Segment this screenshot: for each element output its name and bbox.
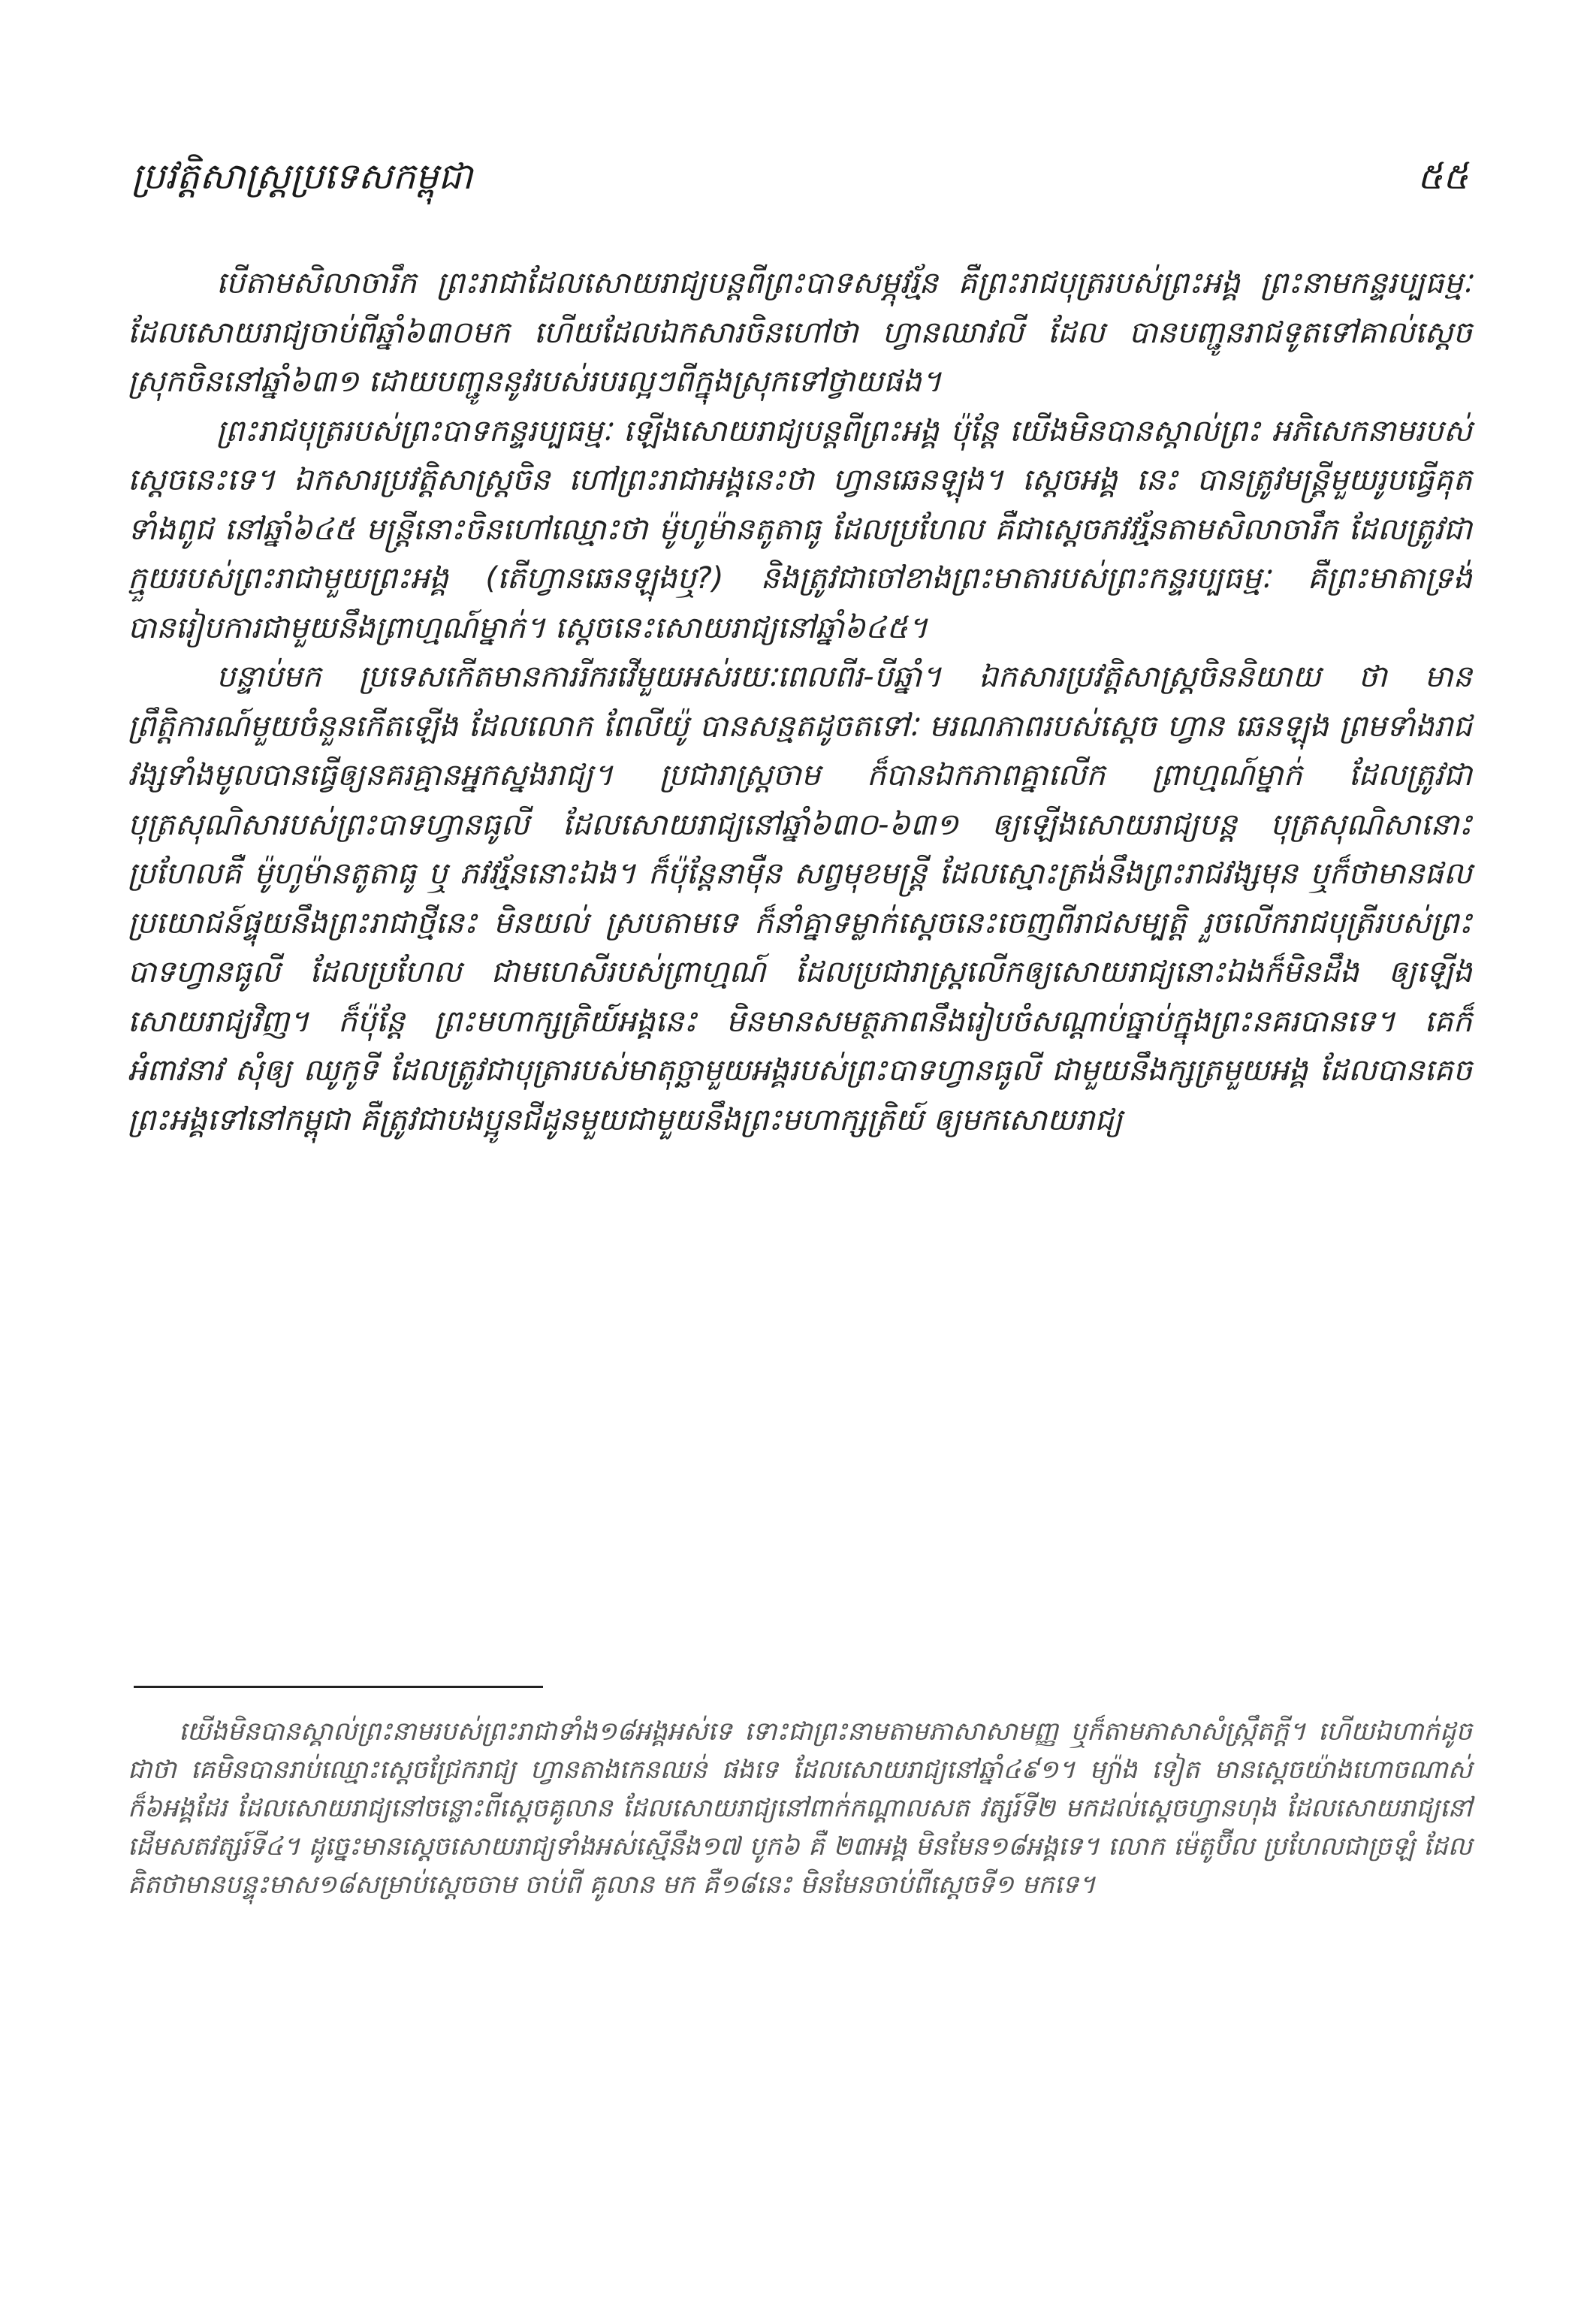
footnote-separator — [134, 1686, 543, 1688]
body-paragraph: ព្រះរាជបុត្ររបស់ព្រះបាទកន្ទរប្បធម្មៈ ឡើងសោយរាជ្យបន្តពីព្រះអង្គ ប៉ុន្តែ យើងមិនបានស្គាល់ព្រះ អភិសេកនាមរបស់ស្តេចនេះទេ។ ឯកសារប្រវត្តិសាស្ត្រចិន ហៅព្រះរាជាអង្គនេះថា ហ្វានឆេនឡុង។ ស្តេចអង្គ នេះ បានត្រូវមន្ត្រីមួយរូបធ្វើគុតទាំងពូជ នៅឆ្នាំ៦៤៥ មន្ត្រីនោះចិនហៅឈ្មោះថា ម៉ូហូម៉ានតូតាធូ ដែលប្រហែល គឺជាស្តេចភវវរ្ម័នតាមសិលាចារឹក ដែលត្រូវជាក្មួយរបស់ព្រះរាជាមួយព្រះអង្គ (តើហ្វានឆេនឡុងឬ?) និងត្រូវជាចៅខាងព្រះមាតារបស់ព្រះកន្ទរប្បធម្មៈ គឺព្រះមាតាទ្រង់បានរៀបការជាមួយនឹងព្រាហ្មណ៍ម្នាក់។ ស្តេចនេះសោយរាជ្យនៅឆ្នាំ៦៤៥។ — [128, 413, 1472, 645]
body-text — [128, 259, 1472, 1145]
footnote-paragraph: យើងមិនបានស្គាល់ព្រះនាមរបស់ព្រះរាជាទាំង១៨អង្គអស់ទេ ទោះជាព្រះនាមតាមភាសាសាមញ្ញ ឬក៏តាមភាសាសំស្ក្រឹតក្តី។ ហើយឯហាក់ដូចជាថា គេមិនបានរាប់ឈ្មោះស្តេចជ្រែករាជ្យ ហ្វានតាងកេនឈន់ ផងទេ ដែលសោយរាជ្យនៅឆ្នាំ៤៩១។ ម្យ៉ាង ទៀត មានស្តេចយ៉ាងហោចណាស់ក៏៦អង្គដែរ ដែលសោយរាជ្យនៅចន្លោះពីស្តេចគូលាន ដែលសោយរាជ្យនៅពាក់កណ្តាលសត វត្សរ៍ទី២ មកដល់ស្តេចហ្វានហុង ដែលសោយរាជ្យនៅដើមសតវត្សរ៍ទី៤។ ដូច្នេះមានស្តេចសោយរាជ្យទាំងអស់ស្មើនឹង១៧ បូក៦ គឺ ២៣អង្គ មិនមែន១៨អង្គទេ។ លោក ម៉េតូប៊ីល ប្រហែលជាច្រឡំ ដែលគិតថាមានបន្ទុះមាស១៨សម្រាប់ស្តេចចាម ចាប់ពី គូលាន មក គឺ១៨នេះ មិនមែនចាប់ពីស្តេចទី១ មកទេ។ — [128, 1717, 1472, 1900]
body-paragraph: បន្ទាប់មក ប្រទេសកើតមានការរីករវើមួយអស់រយៈពេលពីរ-បីឆ្នាំ។ ឯកសារប្រវត្តិសាស្ត្រចិននិយាយ ថា មានព្រឹត្តិការណ៍មួយចំនួនកើតឡើង ដែលលោក ពែលីយ៉ូ បានសន្មតដូចតទៅៈ មរណភាពរបស់ស្តេច ហ្វាន ឆេនឡុង ព្រមទាំងរាជវង្សទាំងមូលបានធ្វើឲ្យនគរគ្មានអ្នកស្នងរាជ្យ។ ប្រជារាស្ត្រចាម ក៏បានឯកភាពគ្នាលើក ព្រាហ្មណ៍ម្នាក់ ដែលត្រូវជា បុត្រសុណិសារបស់ព្រះបាទហ្វានធូលី ដែលសោយរាជ្យនៅឆ្នាំ៦៣០-៦៣១ ឲ្យឡើងសោយរាជ្យបន្ត បុត្រសុណិសានោះប្រហែលគឺ ម៉ូហូម៉ានតូតាធូ ឬ ភវវរ្ម័ននោះឯង។ ក៏ប៉ុន្តែនាម៉ឺន សព្វមុខមន្ត្រី ដែលស្មោះត្រង់នឹងព្រះរាជវង្សមុន ឬក៏ថាមានផលប្រយោជន៍ផ្ទុយនឹងព្រះរាជាថ្មីនេះ មិនយល់ ស្របតាមទេ ក៏នាំគ្នាទម្លាក់ស្តេចនេះចេញពីរាជសម្បត្តិ រួចលើករាជបុត្រីរបស់ព្រះបាទហ្វានធូលី ដែលប្រហែល ជាមហេសីរបស់ព្រាហ្មណ៍ ដែលប្រជារាស្ត្រលើកឲ្យសោយរាជ្យនោះឯងក៏មិនដឹង ឲ្យឡើងសោយរាជ្យវិញ។ ក៏ប៉ុន្តែ ព្រះមហាក្សត្រិយ៍អង្គនេះ មិនមានសមត្ថភាពនឹងរៀបចំសណ្តាប់ធ្នាប់ក្នុងព្រះនគរបានទេ។ គេក៏អំពាវនាវ សុំឲ្យ ឈូកូទី ដែលត្រូវជាបុត្រារបស់មាតុច្ឆាមួយអង្គរបស់ព្រះបាទហ្វានធូលី ជាមួយនឹងក្សត្រមួយអង្គ ដែលបានគេចព្រះអង្គទៅនៅកម្ពុជា គឺត្រូវជាបងប្អូនជីដូនមួយជាមួយនឹងព្រះមហាក្សត្រិយ៍ ឲ្យមកសោយរាជ្យ — [128, 660, 1472, 1137]
running-header — [131, 154, 1468, 222]
footnote — [128, 1713, 1472, 1904]
body-paragraph: បើតាមសិលាចារឹក ព្រះរាជាដែលសោយរាជ្យបន្តពីព្រះបាទសម្ភុវរ្ម័ន គឺព្រះរាជបុត្ររបស់ព្រះអង្គ ព្រះនាមកន្ទរប្បធម្មៈ ដែលសោយរាជ្យចាប់ពីឆ្នាំ៦៣០មក ហើយដែលឯកសារចិនហៅថា ហ្វានឈាវលី ដែល បានបញ្ជូនរាជទូតទៅគាល់ស្តេចស្រុកចិននៅឆ្នាំ៦៣១ ដោយបញ្ជូននូវរបស់របរល្អៗពីក្នុងស្រុកទៅថ្វាយផង។ — [128, 266, 1472, 399]
page-number: ៥៥ — [1417, 156, 1468, 198]
running-header-title: ប្រវត្តិសាស្ត្រប្រទេសកម្ពុជា — [131, 156, 473, 198]
